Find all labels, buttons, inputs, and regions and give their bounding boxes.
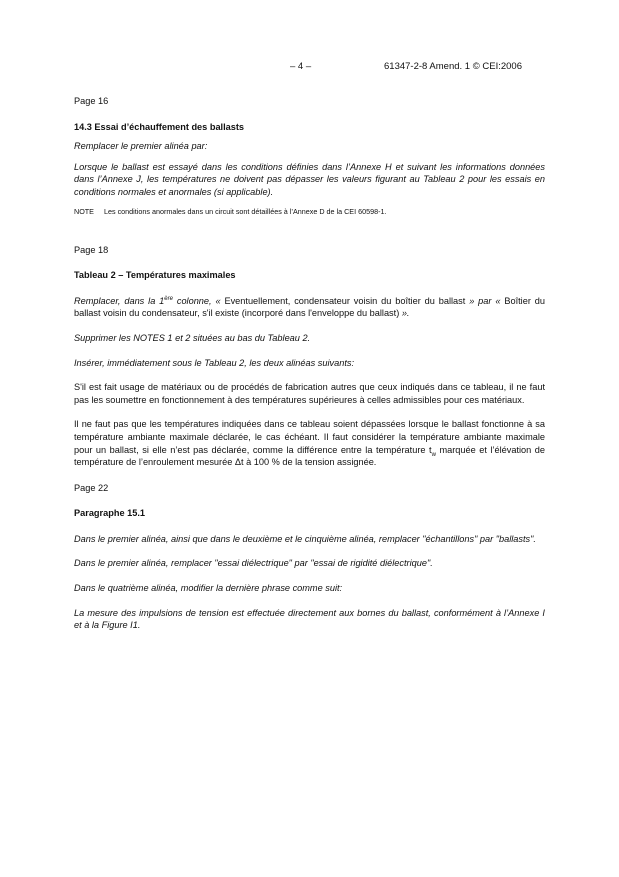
delete-notes-instruction: Supprimer les NOTES 1 et 2 situées au bas du Tableau 2. xyxy=(74,332,311,343)
replacement-sentence: La mesure des impulsions de tension est effectuée directement aux bornes du ballast, conformément à l’Annexe I et à la Figure I1. xyxy=(74,607,545,631)
page-reference-18: Page 18 xyxy=(74,244,109,255)
page-number: – 4 – xyxy=(290,61,312,72)
page-reference-16: Page 16 xyxy=(74,96,109,106)
table-2-heading: Tableau 2 – Températures maximales xyxy=(74,270,236,281)
paragraph-15-1-heading: Paragraphe 15.1 xyxy=(74,508,145,519)
replacement-paragraph: Lorsque le ballast est essayé dans les conditions définies dans l’Annexe H et suivant les informations données dans l’Annexe J, les températures ne doivent pas dépasser les valeurs figurant au Tableau 2 pour les essais en conditions normales et anormales (si applicable). xyxy=(74,161,545,197)
replace-instruction: Remplacer le premier alinéa par: xyxy=(74,141,208,152)
note-label: NOTE xyxy=(74,206,94,216)
instruction-quatrieme-alinea: Dans le quatrième alinéa, modifier la dernière phrase comme suit: xyxy=(74,583,343,594)
page-header xyxy=(0,61,619,75)
inserted-paragraph-2: Il ne faut pas que les températures indiquées dans ce tableau soient dépassées lorsque le ballast fonctionne à sa température ambiante maximale déclarée, le cas échéant. Il faut considérer la température ambiante maximale pour un ballast, si elle n’est pas déclarée, comme la différence entre la température $t_w$ marquée et l’élévation de température de l’enroulement mesurée Δt à 100 % de la tension assignée. xyxy=(74,419,545,468)
standard-reference: 61347-2-8 Amend. 1 © CEI:2006 xyxy=(384,61,522,72)
instruction-echantillons: Dans le premier alinéa, ainsi que dans le deuxième et le cinquième alinéa, remplacer "échantillons" par "ballasts". xyxy=(74,533,536,544)
insert-instruction: Insérer, immédiatement sous le Tableau 2, les deux alinéas suivants: xyxy=(74,357,355,368)
section-heading-14-3: 14.3 Essai d’échauffement des ballasts xyxy=(74,121,245,132)
document-body xyxy=(74,95,545,632)
note xyxy=(74,207,545,217)
page-reference-22: Page 22 xyxy=(74,482,109,493)
inserted-paragraph-1: S'il est fait usage de matériaux ou de procédés de fabrication autres que ceux indiqués dans ce tableau, il ne faut pas les soumettre en fonctionnement à des températures supérieures à celles admissibles pour ces matériaux. xyxy=(74,382,545,405)
note-text: Les conditions anormales dans un circuit sont détaillées à l’Annexe D de la CEI 60598-1. xyxy=(104,206,387,216)
instruction-essai-dielectrique: Dans le premier alinéa, remplacer "essai diélectrique" par "essai de rigidité diélectrique". xyxy=(74,558,433,569)
replace-column-instruction: Remplacer, dans la 1ère colonne, « Eventuellement, condensateur voisin du boîtier du ballast » par « Boîtier du ballast voisin du condensateur, s'il existe (incorporé dans l'enveloppe du ballast) ». xyxy=(74,295,545,319)
